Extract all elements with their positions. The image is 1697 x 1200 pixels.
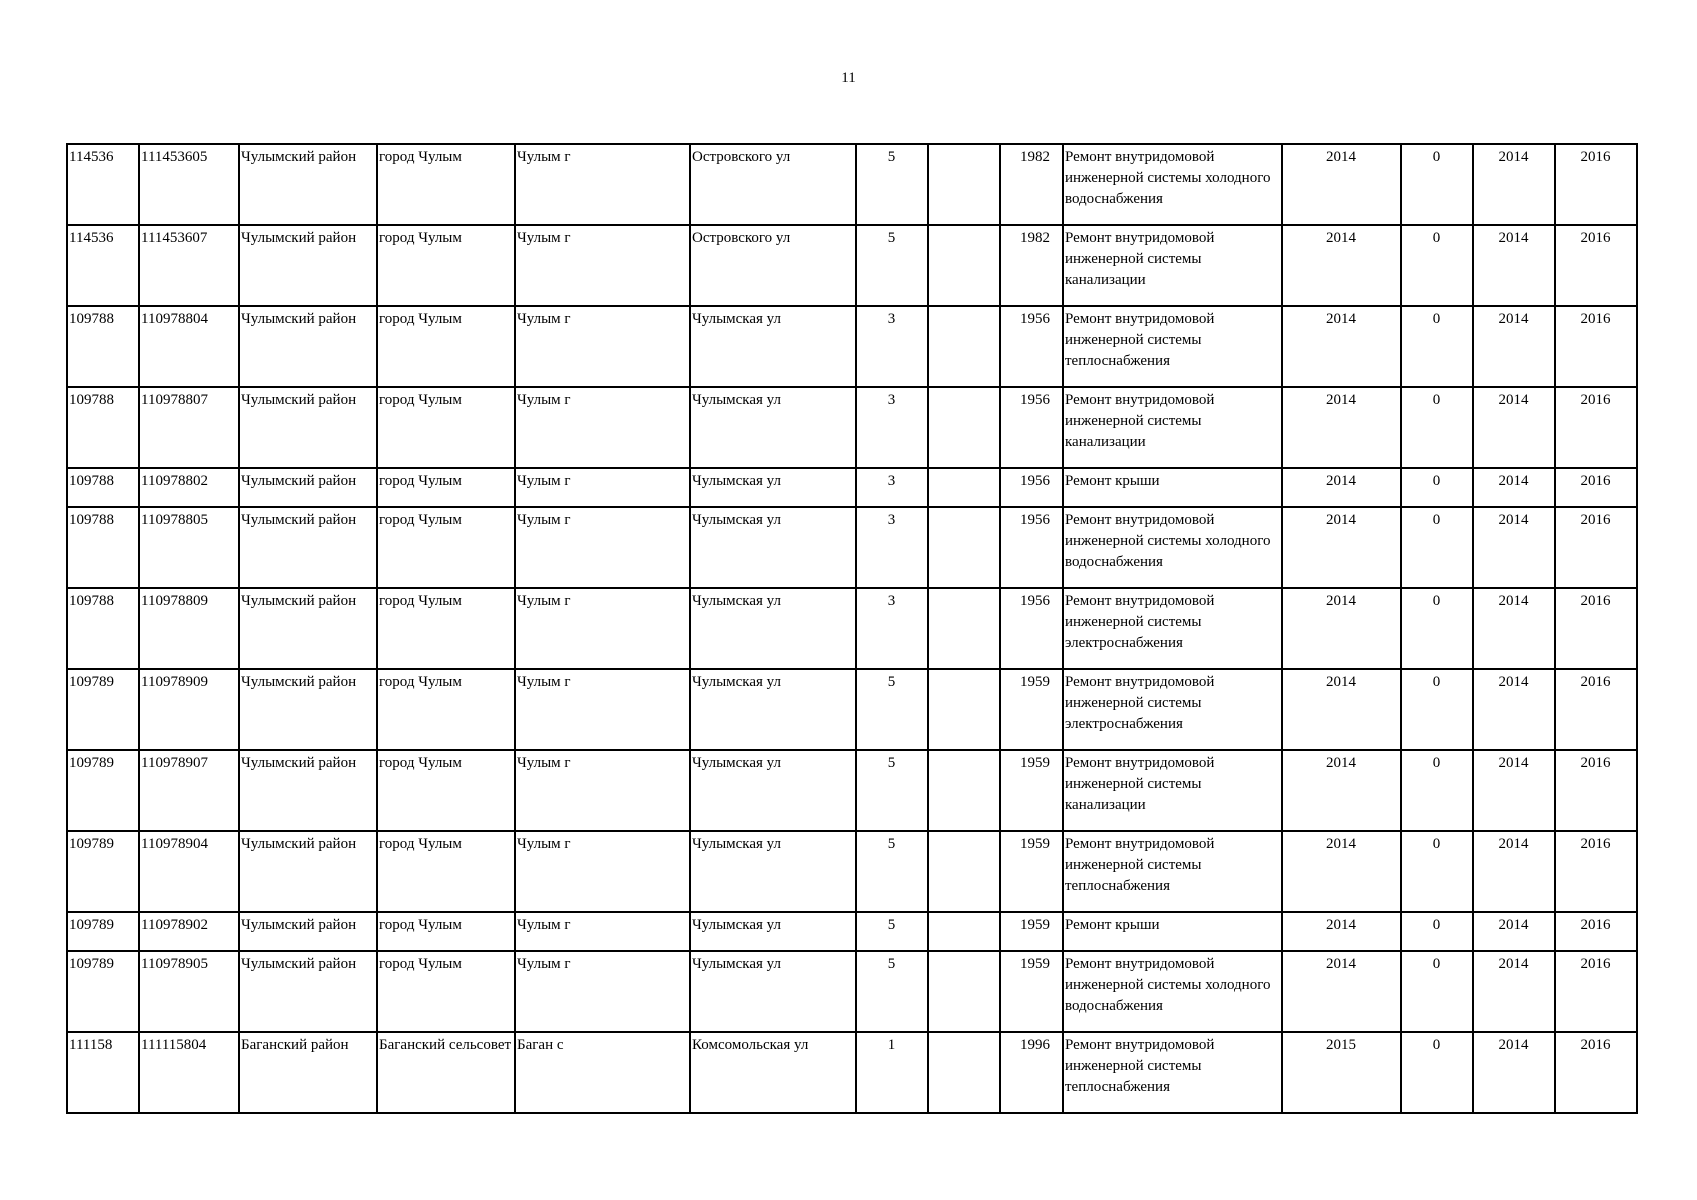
- cell-work-type: Ремонт внутридомовой инженерной системы теплоснабжения: [1063, 306, 1282, 387]
- cell-locality: Чулым г: [515, 951, 690, 1032]
- cell-locality: Чулым г: [515, 831, 690, 912]
- cell-district: Чулымский район: [239, 468, 377, 507]
- cell-year-1: 2014: [1282, 507, 1401, 588]
- cell-locality: Чулым г: [515, 387, 690, 468]
- cell-house-id: 109788: [67, 306, 139, 387]
- cell-building: [928, 951, 1000, 1032]
- cell-building: [928, 306, 1000, 387]
- cell-build-year: 1959: [1000, 750, 1063, 831]
- cell-work-type: Ремонт внутридомовой инженерной системы электроснабжения: [1063, 669, 1282, 750]
- cell-house-id: 109789: [67, 831, 139, 912]
- cell-year-1: 2014: [1282, 387, 1401, 468]
- cell-street: Чулымская ул: [690, 588, 856, 669]
- cell-street: Чулымская ул: [690, 750, 856, 831]
- cell-locality: Чулым г: [515, 306, 690, 387]
- cell-build-year: 1959: [1000, 669, 1063, 750]
- repair-plan-table: [66, 143, 1638, 1114]
- cell-house-number: 3: [856, 507, 928, 588]
- cell-work-type: Ремонт крыши: [1063, 912, 1282, 951]
- cell-district: Чулымский район: [239, 750, 377, 831]
- cell-work-id: 110978909: [139, 669, 239, 750]
- cell-locality: Чулым г: [515, 468, 690, 507]
- cell-locality: Чулым г: [515, 912, 690, 951]
- cell-district: Чулымский район: [239, 912, 377, 951]
- cell-build-year: 1996: [1000, 1032, 1063, 1113]
- cell-house-id: 109789: [67, 750, 139, 831]
- cell-house-id: 109789: [67, 669, 139, 750]
- cell-district: Чулымский район: [239, 831, 377, 912]
- table-row: [67, 225, 1637, 306]
- cell-year-3: 2016: [1555, 1032, 1637, 1113]
- cell-work-id: 110978805: [139, 507, 239, 588]
- cell-work-type: Ремонт внутридомовой инженерной системы холодного водоснабжения: [1063, 951, 1282, 1032]
- cell-house-number: 5: [856, 912, 928, 951]
- table-body: [67, 144, 1637, 1113]
- cell-year-2: 2014: [1473, 750, 1555, 831]
- cell-value: 0: [1401, 669, 1473, 750]
- cell-year-3: 2016: [1555, 750, 1637, 831]
- cell-value: 0: [1401, 951, 1473, 1032]
- cell-year-1: 2014: [1282, 912, 1401, 951]
- cell-municipality: город Чулым: [377, 225, 515, 306]
- cell-value: 0: [1401, 588, 1473, 669]
- cell-work-type: Ремонт внутридомовой инженерной системы канализации: [1063, 387, 1282, 468]
- cell-municipality: город Чулым: [377, 831, 515, 912]
- cell-municipality: город Чулым: [377, 588, 515, 669]
- cell-year-3: 2016: [1555, 831, 1637, 912]
- cell-year-2: 2014: [1473, 912, 1555, 951]
- cell-street: Чулымская ул: [690, 831, 856, 912]
- cell-work-type: Ремонт внутридомовой инженерной системы теплоснабжения: [1063, 1032, 1282, 1113]
- cell-house-number: 3: [856, 306, 928, 387]
- cell-house-number: 1: [856, 1032, 928, 1113]
- cell-year-2: 2014: [1473, 951, 1555, 1032]
- cell-house-id: 111158: [67, 1032, 139, 1113]
- cell-year-1: 2014: [1282, 951, 1401, 1032]
- cell-street: Чулымская ул: [690, 387, 856, 468]
- cell-work-id: 110978804: [139, 306, 239, 387]
- cell-year-3: 2016: [1555, 507, 1637, 588]
- cell-street: Чулымская ул: [690, 669, 856, 750]
- cell-house-number: 3: [856, 468, 928, 507]
- cell-year-3: 2016: [1555, 468, 1637, 507]
- cell-locality: Чулым г: [515, 507, 690, 588]
- cell-house-id: 109788: [67, 387, 139, 468]
- cell-work-id: 110978807: [139, 387, 239, 468]
- cell-work-id: 110978802: [139, 468, 239, 507]
- cell-value: 0: [1401, 468, 1473, 507]
- cell-locality: Баган с: [515, 1032, 690, 1113]
- cell-municipality: город Чулым: [377, 306, 515, 387]
- cell-municipality: город Чулым: [377, 951, 515, 1032]
- table-row: [67, 144, 1637, 225]
- cell-municipality: город Чулым: [377, 912, 515, 951]
- cell-locality: Чулым г: [515, 750, 690, 831]
- page-number: 11: [841, 70, 856, 86]
- cell-work-id: 110978904: [139, 831, 239, 912]
- cell-house-id: 109788: [67, 588, 139, 669]
- table-row: [67, 1032, 1637, 1113]
- cell-building: [928, 912, 1000, 951]
- cell-year-1: 2014: [1282, 831, 1401, 912]
- cell-work-type: Ремонт внутридомовой инженерной системы холодного водоснабжения: [1063, 144, 1282, 225]
- cell-municipality: город Чулым: [377, 750, 515, 831]
- cell-year-3: 2016: [1555, 306, 1637, 387]
- cell-street: Чулымская ул: [690, 507, 856, 588]
- cell-work-type: Ремонт внутридомовой инженерной системы канализации: [1063, 225, 1282, 306]
- cell-municipality: город Чулым: [377, 507, 515, 588]
- cell-year-3: 2016: [1555, 912, 1637, 951]
- cell-building: [928, 750, 1000, 831]
- cell-house-number: 3: [856, 387, 928, 468]
- cell-year-2: 2014: [1473, 468, 1555, 507]
- cell-house-number: 5: [856, 225, 928, 306]
- cell-work-type: Ремонт внутридомовой инженерной системы канализации: [1063, 750, 1282, 831]
- cell-year-1: 2014: [1282, 225, 1401, 306]
- cell-building: [928, 507, 1000, 588]
- cell-building: [928, 669, 1000, 750]
- cell-year-3: 2016: [1555, 144, 1637, 225]
- cell-year-2: 2014: [1473, 387, 1555, 468]
- cell-build-year: 1982: [1000, 144, 1063, 225]
- cell-house-id: 114536: [67, 144, 139, 225]
- cell-district: Чулымский район: [239, 144, 377, 225]
- cell-building: [928, 225, 1000, 306]
- cell-street: Островского ул: [690, 144, 856, 225]
- cell-district: Чулымский район: [239, 588, 377, 669]
- cell-year-2: 2014: [1473, 144, 1555, 225]
- cell-house-id: 109788: [67, 468, 139, 507]
- cell-year-1: 2015: [1282, 1032, 1401, 1113]
- cell-locality: Чулым г: [515, 144, 690, 225]
- cell-build-year: 1956: [1000, 306, 1063, 387]
- cell-build-year: 1956: [1000, 507, 1063, 588]
- table-row: [67, 831, 1637, 912]
- cell-year-3: 2016: [1555, 669, 1637, 750]
- cell-house-id: 114536: [67, 225, 139, 306]
- cell-value: 0: [1401, 306, 1473, 387]
- cell-building: [928, 468, 1000, 507]
- cell-municipality: Баганский сельсовет: [377, 1032, 515, 1113]
- cell-year-1: 2014: [1282, 306, 1401, 387]
- cell-locality: Чулым г: [515, 588, 690, 669]
- cell-work-type: Ремонт внутридомовой инженерной системы теплоснабжения: [1063, 831, 1282, 912]
- cell-house-id: 109788: [67, 507, 139, 588]
- cell-work-type: Ремонт внутридомовой инженерной системы электроснабжения: [1063, 588, 1282, 669]
- cell-work-id: 110978907: [139, 750, 239, 831]
- cell-year-1: 2014: [1282, 144, 1401, 225]
- cell-building: [928, 144, 1000, 225]
- cell-value: 0: [1401, 507, 1473, 588]
- cell-district: Чулымский район: [239, 225, 377, 306]
- cell-build-year: 1959: [1000, 951, 1063, 1032]
- cell-value: 0: [1401, 1032, 1473, 1113]
- cell-municipality: город Чулым: [377, 144, 515, 225]
- cell-house-number: 5: [856, 144, 928, 225]
- cell-build-year: 1982: [1000, 225, 1063, 306]
- cell-value: 0: [1401, 144, 1473, 225]
- cell-year-2: 2014: [1473, 507, 1555, 588]
- cell-work-id: 110978902: [139, 912, 239, 951]
- cell-year-2: 2014: [1473, 831, 1555, 912]
- cell-year-1: 2014: [1282, 468, 1401, 507]
- cell-building: [928, 831, 1000, 912]
- cell-house-number: 3: [856, 588, 928, 669]
- cell-street: Комсомольская ул: [690, 1032, 856, 1113]
- cell-locality: Чулым г: [515, 225, 690, 306]
- cell-year-2: 2014: [1473, 1032, 1555, 1113]
- cell-district: Чулымский район: [239, 387, 377, 468]
- cell-house-number: 5: [856, 831, 928, 912]
- cell-building: [928, 588, 1000, 669]
- cell-building: [928, 387, 1000, 468]
- cell-work-id: 111453607: [139, 225, 239, 306]
- cell-district: Чулымский район: [239, 507, 377, 588]
- cell-value: 0: [1401, 750, 1473, 831]
- cell-work-id: 110978905: [139, 951, 239, 1032]
- table-row: [67, 750, 1637, 831]
- cell-street: Чулымская ул: [690, 912, 856, 951]
- table-row: [67, 588, 1637, 669]
- cell-building: [928, 1032, 1000, 1113]
- cell-year-3: 2016: [1555, 951, 1637, 1032]
- cell-year-2: 2014: [1473, 669, 1555, 750]
- cell-year-2: 2014: [1473, 588, 1555, 669]
- table-row: [67, 387, 1637, 468]
- cell-street: Чулымская ул: [690, 951, 856, 1032]
- cell-build-year: 1956: [1000, 468, 1063, 507]
- cell-value: 0: [1401, 912, 1473, 951]
- cell-house-number: 5: [856, 750, 928, 831]
- cell-work-id: 111453605: [139, 144, 239, 225]
- cell-value: 0: [1401, 387, 1473, 468]
- cell-year-3: 2016: [1555, 225, 1637, 306]
- cell-municipality: город Чулым: [377, 387, 515, 468]
- table-row: [67, 507, 1637, 588]
- cell-year-1: 2014: [1282, 750, 1401, 831]
- cell-district: Чулымский район: [239, 669, 377, 750]
- cell-year-3: 2016: [1555, 387, 1637, 468]
- cell-house-id: 109789: [67, 951, 139, 1032]
- cell-locality: Чулым г: [515, 669, 690, 750]
- cell-work-id: 110978809: [139, 588, 239, 669]
- cell-municipality: город Чулым: [377, 669, 515, 750]
- table-row: [67, 951, 1637, 1032]
- cell-work-id: 111115804: [139, 1032, 239, 1113]
- cell-work-type: Ремонт крыши: [1063, 468, 1282, 507]
- cell-build-year: 1959: [1000, 831, 1063, 912]
- table-row: [67, 669, 1637, 750]
- cell-build-year: 1959: [1000, 912, 1063, 951]
- cell-district: Чулымский район: [239, 951, 377, 1032]
- cell-house-number: 5: [856, 951, 928, 1032]
- cell-street: Чулымская ул: [690, 468, 856, 507]
- table-row: [67, 912, 1637, 951]
- table-row: [67, 306, 1637, 387]
- cell-house-id: 109789: [67, 912, 139, 951]
- cell-year-3: 2016: [1555, 588, 1637, 669]
- cell-year-2: 2014: [1473, 225, 1555, 306]
- cell-street: Островского ул: [690, 225, 856, 306]
- cell-value: 0: [1401, 225, 1473, 306]
- cell-year-1: 2014: [1282, 588, 1401, 669]
- cell-value: 0: [1401, 831, 1473, 912]
- cell-work-type: Ремонт внутридомовой инженерной системы холодного водоснабжения: [1063, 507, 1282, 588]
- cell-street: Чулымская ул: [690, 306, 856, 387]
- cell-district: Чулымский район: [239, 306, 377, 387]
- cell-district: Баганский район: [239, 1032, 377, 1113]
- cell-house-number: 5: [856, 669, 928, 750]
- cell-year-1: 2014: [1282, 669, 1401, 750]
- table-row: [67, 468, 1637, 507]
- cell-year-2: 2014: [1473, 306, 1555, 387]
- cell-build-year: 1956: [1000, 588, 1063, 669]
- cell-build-year: 1956: [1000, 387, 1063, 468]
- cell-municipality: город Чулым: [377, 468, 515, 507]
